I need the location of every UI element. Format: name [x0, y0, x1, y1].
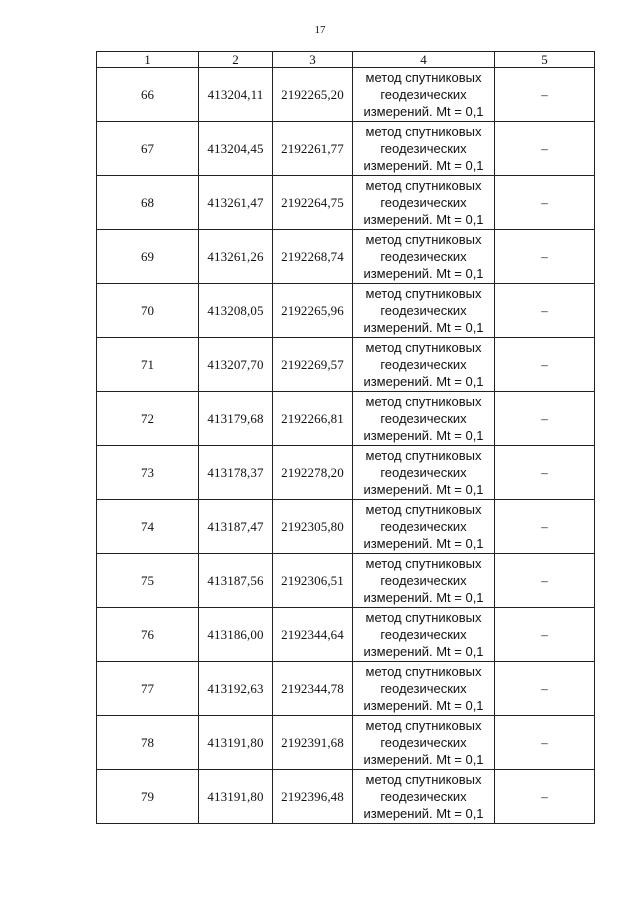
x-coordinate-cell: 413204,45 — [199, 122, 273, 176]
x-coordinate-cell: 413179,68 — [199, 392, 273, 446]
method-description-cell: метод спутниковых геодезических измерений. Mt = 0,1 — [353, 446, 495, 500]
note-cell: – — [495, 338, 595, 392]
note-cell: – — [495, 230, 595, 284]
y-coordinate-cell: 2192269,57 — [273, 338, 353, 392]
y-coordinate-cell: 2192306,51 — [273, 554, 353, 608]
x-coordinate-cell: 413192,63 — [199, 662, 273, 716]
method-description-cell: метод спутниковых геодезических измерений. Mt = 0,1 — [353, 608, 495, 662]
x-coordinate-cell: 413261,47 — [199, 176, 273, 230]
column-header-3: 3 — [273, 52, 353, 68]
y-coordinate-cell: 2192265,20 — [273, 68, 353, 122]
point-number-cell: 67 — [97, 122, 199, 176]
table-row — [97, 392, 595, 446]
point-number-cell: 66 — [97, 68, 199, 122]
table-row — [97, 338, 595, 392]
method-description-cell: метод спутниковых геодезических измерений. Mt = 0,1 — [353, 68, 495, 122]
point-number-cell: 69 — [97, 230, 199, 284]
table-header-row — [97, 52, 595, 68]
point-number-cell: 73 — [97, 446, 199, 500]
page-number: 17 — [314, 24, 326, 36]
x-coordinate-cell: 413186,00 — [199, 608, 273, 662]
x-coordinate-cell: 413191,80 — [199, 770, 273, 824]
x-coordinate-cell: 413204,11 — [199, 68, 273, 122]
note-cell: – — [495, 770, 595, 824]
method-description-cell: метод спутниковых геодезических измерений. Mt = 0,1 — [353, 122, 495, 176]
method-description-cell: метод спутниковых геодезических измерений. Mt = 0,1 — [353, 284, 495, 338]
note-cell: – — [495, 446, 595, 500]
y-coordinate-cell: 2192266,81 — [273, 392, 353, 446]
note-cell: – — [495, 716, 595, 770]
note-cell: – — [495, 176, 595, 230]
point-number-cell: 78 — [97, 716, 199, 770]
y-coordinate-cell: 2192305,80 — [273, 500, 353, 554]
x-coordinate-cell: 413208,05 — [199, 284, 273, 338]
point-number-cell: 74 — [97, 500, 199, 554]
point-number-cell: 72 — [97, 392, 199, 446]
method-description-cell: метод спутниковых геодезических измерений. Mt = 0,1 — [353, 392, 495, 446]
x-coordinate-cell: 413178,37 — [199, 446, 273, 500]
table-row — [97, 608, 595, 662]
method-description-cell: метод спутниковых геодезических измерений. Mt = 0,1 — [353, 230, 495, 284]
y-coordinate-cell: 2192344,78 — [273, 662, 353, 716]
table-row — [97, 176, 595, 230]
y-coordinate-cell: 2192264,75 — [273, 176, 353, 230]
y-coordinate-cell: 2192261,77 — [273, 122, 353, 176]
table-row — [97, 284, 595, 338]
table-row — [97, 230, 595, 284]
x-coordinate-cell: 413261,26 — [199, 230, 273, 284]
table-row — [97, 500, 595, 554]
column-header-2: 2 — [199, 52, 273, 68]
method-description-cell: метод спутниковых геодезических измерений. Mt = 0,1 — [353, 770, 495, 824]
point-number-cell: 79 — [97, 770, 199, 824]
y-coordinate-cell: 2192396,48 — [273, 770, 353, 824]
point-number-cell: 70 — [97, 284, 199, 338]
table-row — [97, 662, 595, 716]
y-coordinate-cell: 2192265,96 — [273, 284, 353, 338]
note-cell: – — [495, 392, 595, 446]
method-description-cell: метод спутниковых геодезических измерений. Mt = 0,1 — [353, 338, 495, 392]
column-header-5: 5 — [495, 52, 595, 68]
table-row — [97, 770, 595, 824]
column-header-4: 4 — [353, 52, 495, 68]
y-coordinate-cell: 2192278,20 — [273, 446, 353, 500]
note-cell: – — [495, 554, 595, 608]
x-coordinate-cell: 413207,70 — [199, 338, 273, 392]
point-number-cell: 68 — [97, 176, 199, 230]
note-cell: – — [495, 122, 595, 176]
x-coordinate-cell: 413191,80 — [199, 716, 273, 770]
point-number-cell: 77 — [97, 662, 199, 716]
y-coordinate-cell: 2192391,68 — [273, 716, 353, 770]
note-cell: – — [495, 662, 595, 716]
method-description-cell: метод спутниковых геодезических измерений. Mt = 0,1 — [353, 554, 495, 608]
x-coordinate-cell: 413187,56 — [199, 554, 273, 608]
y-coordinate-cell: 2192268,74 — [273, 230, 353, 284]
note-cell: – — [495, 608, 595, 662]
table-row — [97, 554, 595, 608]
point-number-cell: 75 — [97, 554, 199, 608]
y-coordinate-cell: 2192344,64 — [273, 608, 353, 662]
method-description-cell: метод спутниковых геодезических измерений. Mt = 0,1 — [353, 500, 495, 554]
point-number-cell: 71 — [97, 338, 199, 392]
note-cell: – — [495, 284, 595, 338]
coordinates-table — [96, 51, 595, 824]
table-row — [97, 716, 595, 770]
method-description-cell: метод спутниковых геодезических измерений. Mt = 0,1 — [353, 662, 495, 716]
table-row — [97, 446, 595, 500]
x-coordinate-cell: 413187,47 — [199, 500, 273, 554]
method-description-cell: метод спутниковых геодезических измерений. Mt = 0,1 — [353, 716, 495, 770]
note-cell: – — [495, 500, 595, 554]
method-description-cell: метод спутниковых геодезических измерений. Mt = 0,1 — [353, 176, 495, 230]
column-header-1: 1 — [97, 52, 199, 68]
table-row — [97, 68, 595, 122]
note-cell: – — [495, 68, 595, 122]
table-row — [97, 122, 595, 176]
point-number-cell: 76 — [97, 608, 199, 662]
